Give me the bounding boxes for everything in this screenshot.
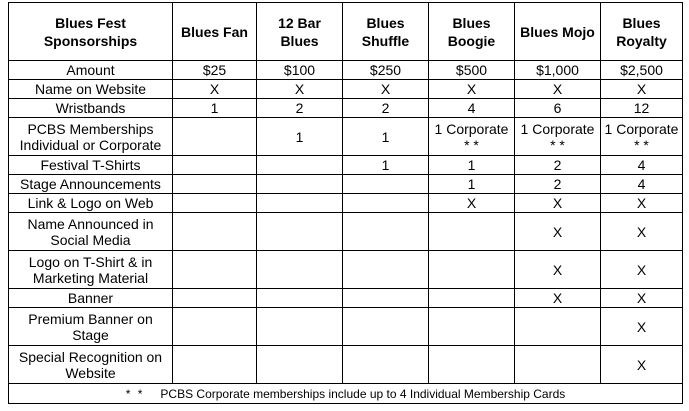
table-cell: 12 bbox=[601, 99, 683, 118]
tier-header-blues-royalty: Blues Royalty bbox=[601, 3, 683, 61]
table-cell: X bbox=[515, 251, 601, 289]
table-cell bbox=[343, 308, 429, 346]
tier-header-blues-shuffle: Blues Shuffle bbox=[343, 3, 429, 61]
table-cell bbox=[257, 251, 343, 289]
table-cell: X bbox=[515, 194, 601, 213]
table-cell: X bbox=[601, 213, 683, 251]
table-cell: 1 Corporate * * bbox=[601, 118, 683, 156]
table-cell bbox=[173, 213, 257, 251]
row-label-logo-on-t-shirt-marketing: Logo on T-Shirt & in Marketing Material bbox=[9, 251, 173, 289]
table-cell bbox=[257, 213, 343, 251]
row-label-festival-t-shirts: Festival T-Shirts bbox=[9, 156, 173, 175]
table-cell bbox=[257, 289, 343, 308]
table-cell: 4 bbox=[601, 175, 683, 194]
table-cell bbox=[343, 194, 429, 213]
table-cell bbox=[257, 175, 343, 194]
row-label-special-recognition: Special Recognition on Website bbox=[9, 346, 173, 384]
table-cell bbox=[343, 175, 429, 194]
row-label-stage-announcements: Stage Announcements bbox=[9, 175, 173, 194]
table-cell: $2,500 bbox=[601, 61, 683, 80]
table-cell: X bbox=[343, 80, 429, 99]
corner-header: Blues Fest Sponsorships bbox=[9, 3, 173, 61]
table-cell: 1 bbox=[429, 156, 515, 175]
table-cell bbox=[343, 213, 429, 251]
table-cell: X bbox=[601, 308, 683, 346]
footnote-marker: * * bbox=[125, 386, 145, 401]
tier-header-12-bar-blues: 12 Bar Blues bbox=[257, 3, 343, 61]
table-row bbox=[9, 194, 683, 213]
row-label-name-announced-social-media: Name Announced in Social Media bbox=[9, 213, 173, 251]
tier-header-blues-mojo: Blues Mojo bbox=[515, 3, 601, 61]
table-cell: 2 bbox=[257, 99, 343, 118]
row-label-banner: Banner bbox=[9, 289, 173, 308]
table-cell bbox=[173, 289, 257, 308]
table-cell: 2 bbox=[343, 99, 429, 118]
table-cell bbox=[173, 251, 257, 289]
table-cell: 2 bbox=[515, 175, 601, 194]
table-row bbox=[9, 156, 683, 175]
table-cell: X bbox=[257, 80, 343, 99]
table-cell: $250 bbox=[343, 61, 429, 80]
table-cell bbox=[515, 308, 601, 346]
table-cell bbox=[429, 346, 515, 384]
table-cell: 1 bbox=[257, 118, 343, 156]
table-cell bbox=[257, 308, 343, 346]
table-cell: 6 bbox=[515, 99, 601, 118]
row-label-name-on-website: Name on Website bbox=[9, 80, 173, 99]
table-cell: X bbox=[515, 80, 601, 99]
table-cell bbox=[343, 251, 429, 289]
table-cell bbox=[429, 213, 515, 251]
table-cell: $25 bbox=[173, 61, 257, 80]
table-cell bbox=[429, 251, 515, 289]
table-cell: $500 bbox=[429, 61, 515, 80]
table-cell bbox=[173, 175, 257, 194]
table-cell bbox=[429, 289, 515, 308]
table-cell: $1,000 bbox=[515, 61, 601, 80]
table-cell: 1 Corporate * * bbox=[429, 118, 515, 156]
table-row bbox=[9, 251, 683, 289]
table-cell: X bbox=[601, 251, 683, 289]
table-cell bbox=[257, 346, 343, 384]
table-row bbox=[9, 99, 683, 118]
header-row bbox=[9, 3, 683, 61]
table-cell bbox=[257, 194, 343, 213]
table-cell: X bbox=[601, 289, 683, 308]
table-cell: 1 bbox=[343, 118, 429, 156]
table-row bbox=[9, 213, 683, 251]
table-cell: 1 bbox=[173, 99, 257, 118]
table-cell: X bbox=[429, 194, 515, 213]
table-cell: 1 bbox=[429, 175, 515, 194]
row-label-pcbs-memberships: PCBS Memberships Individual or Corporate bbox=[9, 118, 173, 156]
tier-header-blues-boogie: Blues Boogie bbox=[429, 3, 515, 61]
row-label-amount: Amount bbox=[9, 61, 173, 80]
footnote bbox=[9, 384, 683, 404]
table-row bbox=[9, 118, 683, 156]
table-cell bbox=[257, 156, 343, 175]
footnote-row bbox=[9, 384, 683, 404]
table-cell: X bbox=[515, 289, 601, 308]
table-cell bbox=[429, 308, 515, 346]
table-cell: X bbox=[601, 80, 683, 99]
footnote-text: PCBS Corporate memberships include up to 4 Individual Membership Cards bbox=[160, 386, 566, 401]
table-cell bbox=[173, 156, 257, 175]
table-cell bbox=[515, 346, 601, 384]
table-row bbox=[9, 175, 683, 194]
table-cell bbox=[173, 346, 257, 384]
table-cell bbox=[173, 308, 257, 346]
table-cell bbox=[173, 194, 257, 213]
table-cell: X bbox=[601, 194, 683, 213]
table-cell: 4 bbox=[601, 156, 683, 175]
tier-header-blues-fan: Blues Fan bbox=[173, 3, 257, 61]
table-cell: X bbox=[515, 213, 601, 251]
table-row bbox=[9, 80, 683, 99]
table-cell: 4 bbox=[429, 99, 515, 118]
sponsorship-table bbox=[8, 2, 683, 404]
table-row bbox=[9, 346, 683, 384]
row-label-premium-banner-on-stage: Premium Banner on Stage bbox=[9, 308, 173, 346]
table-cell: 1 Corporate * * bbox=[515, 118, 601, 156]
table-cell bbox=[343, 289, 429, 308]
table-cell bbox=[173, 118, 257, 156]
table-cell: X bbox=[601, 346, 683, 384]
table-cell: X bbox=[173, 80, 257, 99]
row-label-link-logo-on-web: Link & Logo on Web bbox=[9, 194, 173, 213]
table-cell: X bbox=[429, 80, 515, 99]
table-row bbox=[9, 61, 683, 80]
table-cell: $100 bbox=[257, 61, 343, 80]
sponsorship-sheet bbox=[8, 2, 682, 409]
row-label-wristbands: Wristbands bbox=[9, 99, 173, 118]
table-cell: 1 bbox=[343, 156, 429, 175]
table-row bbox=[9, 289, 683, 308]
table-row bbox=[9, 308, 683, 346]
table-cell bbox=[343, 346, 429, 384]
table-cell: 2 bbox=[515, 156, 601, 175]
